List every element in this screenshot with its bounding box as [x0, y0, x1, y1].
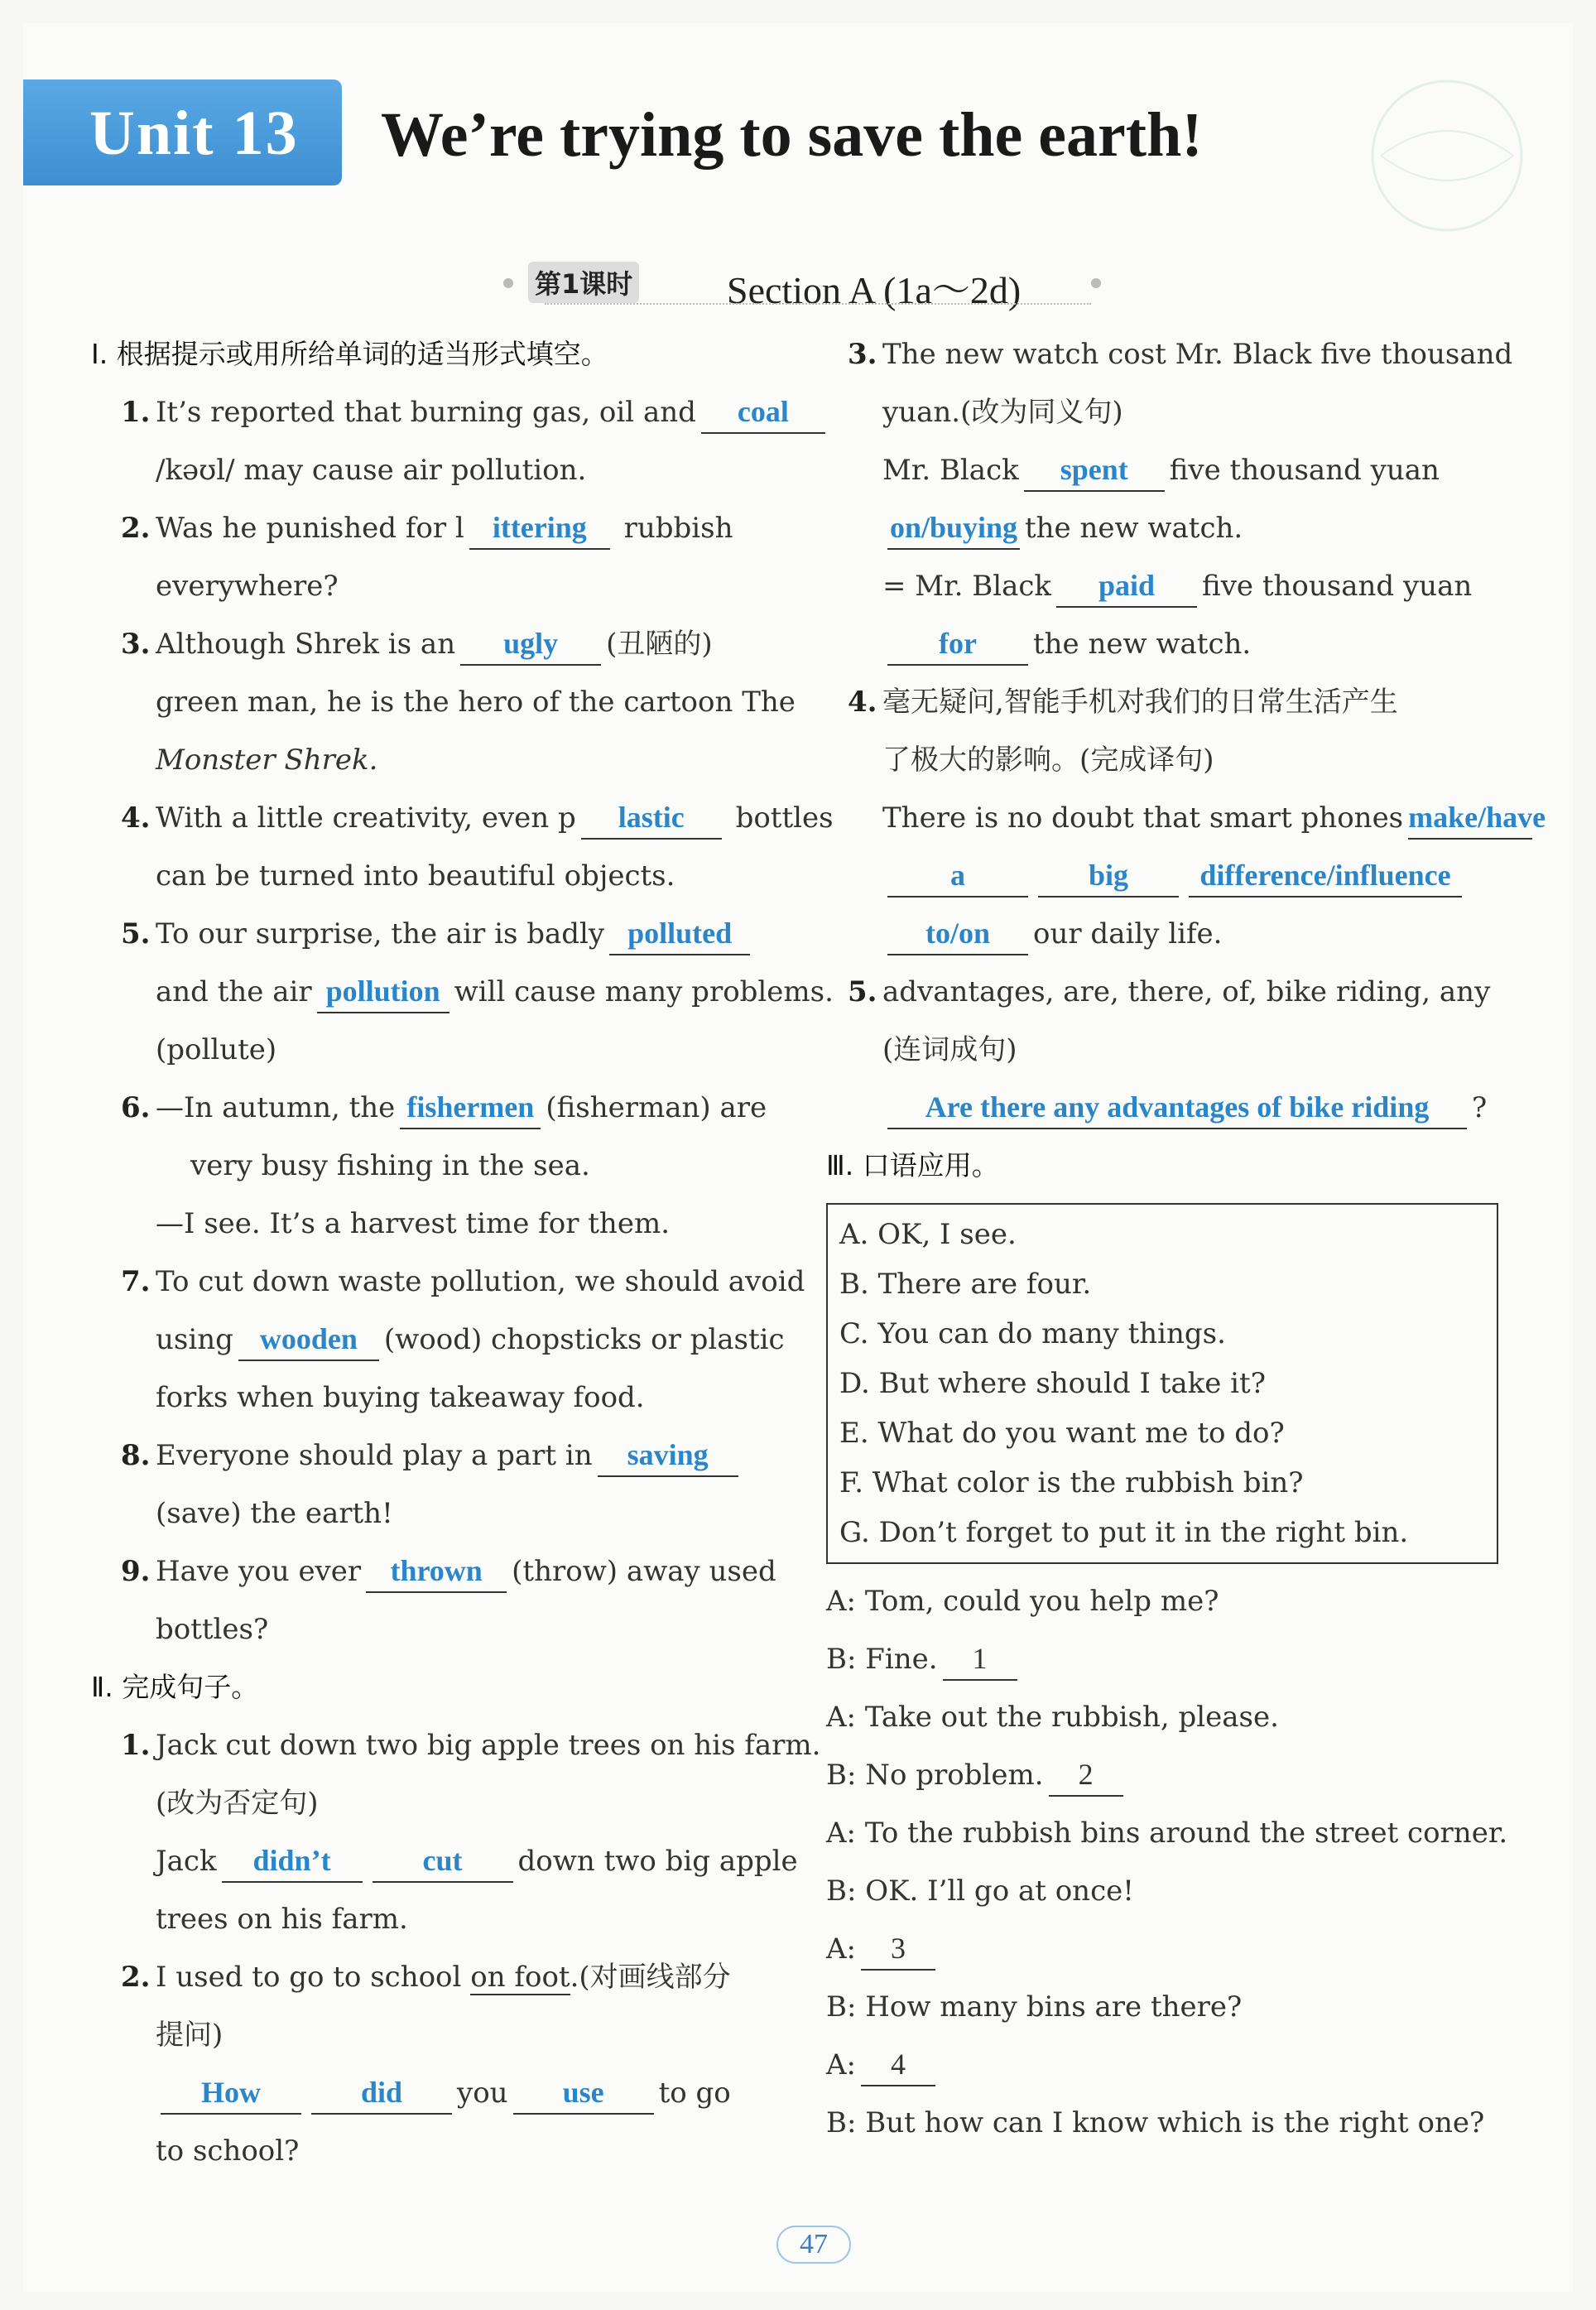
lesson-badge: 第1课时 [528, 262, 639, 303]
part2-heading: Ⅱ. 完成句子。 [91, 1671, 259, 1703]
answer-blank: a [887, 854, 1028, 898]
section-title: Section A (1a～2d) [727, 269, 1022, 311]
dialogue-line: B: How many bins are there? [826, 1990, 1243, 2024]
answer-blank: wooden [238, 1318, 379, 1361]
dialogue-line: A: 3 [826, 1920, 1513, 1978]
answer-blank: make/have [1408, 796, 1532, 840]
dialogue-line: B: No problem. 2 [826, 1746, 1513, 1804]
answer-blank: saving [598, 1434, 738, 1477]
sentence-3: 3. The new watch cost Mr. Black five thousand [848, 338, 1513, 371]
answer-blank: difference/influence [1189, 854, 1462, 898]
option: B. There are four. [839, 1268, 1092, 1301]
option: A. OK, I see. [839, 1218, 1017, 1251]
answer-blank: spent [1024, 449, 1165, 492]
dialogue-blank: 1 [943, 1638, 1017, 1681]
dialogue-blank: 3 [861, 1927, 935, 1971]
answer-blank: ittering [469, 507, 610, 550]
answer-blank: coal [701, 391, 825, 434]
question-6: 6. —In autumn, the fishermen (fisherman) are [99, 1079, 795, 1137]
part3-heading: Ⅲ. 口语应用。 [826, 1149, 999, 1181]
answer-blank: didn’t [222, 1840, 363, 1883]
right-column: 3. The new watch cost Mr. Black five thousand yuan.(改为同义句) Mr. Black spent five thousand yuan on/buying the new watch. = Mr. Black paid five thousand yuan for the new watch. 4. 毫无疑问,智能手机对我们的日常生活产生 了极大的影响。(完成译句) There is no doubt that smart phones make/have a big difference/influence to/on our daily life. 5. advantages, are, there, of, bike riding, any (连词成句) Are there any advantages of bike riding ? Ⅲ. 口语应用。 A. OK, I see. B. There are four. C. You can do many things. D. But where should I take it? E. What do you want me to do? F. What color is the rubbish bin? G. Don’t forget to put it in the right bin. A: Tom, could you help me? B: Fine. 1 A: Take out the rubbish, please. B: No problem. 2 A: To the rubbish bins around the street corner. B: OK. I’ll go at once! A: 3 B: How many bins are there? A: 4 B: But how can I know which is the right one? [826, 325, 1513, 2152]
question-7: 7. To cut down waste pollution, we should avoid [121, 1265, 805, 1298]
answer-blank: for [887, 623, 1028, 666]
answer-blank: lastic [581, 796, 722, 840]
answer-blank: How [161, 2072, 301, 2115]
answer-blank: to/on [887, 912, 1028, 955]
section-header [495, 253, 1108, 311]
dialogue-blank: 4 [861, 2043, 935, 2086]
answer-blank: on/buying [887, 507, 1020, 550]
answer-blank: polluted [609, 912, 750, 955]
answer-blank: cut [373, 1840, 513, 1883]
question-2: 2. Was he punished for l ittering rubbish [99, 499, 795, 557]
answer-blank: fishermen [400, 1086, 541, 1129]
dialogue-line: A: Tom, could you help me? [826, 1585, 1219, 1618]
question-8: 8. Everyone should play a part in saving [99, 1427, 795, 1485]
dialogue-line: B: Fine. 1 [826, 1630, 1513, 1688]
answer-blank: thrown [366, 1550, 507, 1593]
answer-blank: use [513, 2072, 654, 2115]
question-5: 5. To our surprise, the air is badly polluted [99, 905, 795, 963]
sentence-4: 4. 毫无疑问,智能手机对我们的日常生活产生 [848, 686, 1398, 719]
answer-blank: big [1038, 854, 1179, 898]
option: F. What color is the rubbish bin? [839, 1466, 1304, 1499]
sentence-2: 2. I used to go to school on foot.(对画线部分 [121, 1961, 731, 1994]
option: E. What do you want me to do? [839, 1417, 1285, 1450]
unit-label: Unit 13 [89, 99, 299, 168]
unit-title: We’re trying to save the earth! [381, 100, 1203, 170]
left-column: Ⅰ. 根据提示或用所给单词的适当形式填空。 1. It’s reported that burning gas, oil and coal /kəʊl/ may cause air pollution. 2. Was he punished for l ittering rubbish everywhere? 3. Although Shrek is an ugly (丑陋的) green man, he is the hero of the cartoon The Monster Shrek. 4. With a little creativity, even p lastic bottles can be turned into beautiful objects. 5. To our surprise, the air is badly polluted and the air pollution will cause many problems. (pollute) 6. —In autumn, the fishermen (fisherman) are very busy fishing in the sea. —I see. It’s a harvest time for them. 7. To cut down waste pollution, we should avoid using wooden (wood) chopsticks or plastic forks when buying takeaway food. 8. Everyone should play a part in saving (save) the earth! 9. Have you ever thrown (throw) away used bottles? Ⅱ. 完成句子。 1. Jack cut down two big apple trees on his farm. (改为否定句) Jack didn’t cut down two big apple trees on his farm. 2. I used to go to school on foot.(对画线部分 提问) How did you use to go to school? [99, 325, 795, 2180]
workbook-page [23, 23, 1573, 2292]
sentence-5: 5. advantages, are, there, of, bike riding, any [848, 975, 1491, 1008]
dot-icon [1091, 278, 1101, 288]
answer-blank: ugly [460, 623, 601, 666]
dialogue-blank: 2 [1049, 1754, 1123, 1797]
earth-decoration-icon [1099, 73, 1563, 238]
option: D. But where should I take it? [839, 1367, 1266, 1400]
question-4: 4. With a little creativity, even p lastic bottles [99, 789, 795, 847]
sentence-1: 1. Jack cut down two big apple trees on his farm. [121, 1729, 821, 1762]
question-1: 1. It’s reported that burning gas, oil and coal [99, 383, 795, 441]
dialogue-line: B: OK. I’ll go at once! [826, 1874, 1134, 1908]
options-box [826, 1203, 1498, 1564]
question-3: 3. Although Shrek is an ugly (丑陋的) [99, 615, 795, 673]
part1-heading: Ⅰ. 根据提示或用所给单词的适当形式填空。 [91, 338, 608, 370]
answer-blank: Are there any advantages of bike riding [887, 1086, 1467, 1129]
dialogue-line: A: 4 [826, 2036, 1513, 2094]
dialogue-line: A: Take out the rubbish, please. [826, 1701, 1279, 1734]
dotted-divider [545, 303, 1091, 305]
dialogue-line: A: To the rubbish bins around the street corner. [826, 1817, 1508, 1850]
option: G. Don’t forget to put it in the right bin. [839, 1516, 1409, 1549]
page-number: 47 [776, 2226, 851, 2264]
question-9: 9. Have you ever thrown (throw) away used [99, 1542, 795, 1600]
answer-blank: did [311, 2072, 452, 2115]
answer-blank: paid [1056, 565, 1197, 608]
answer-blank: pollution [317, 970, 449, 1013]
dialogue-line: B: But how can I know which is the right one? [826, 2106, 1485, 2139]
dot-icon [503, 278, 513, 288]
option: C. You can do many things. [839, 1317, 1226, 1350]
